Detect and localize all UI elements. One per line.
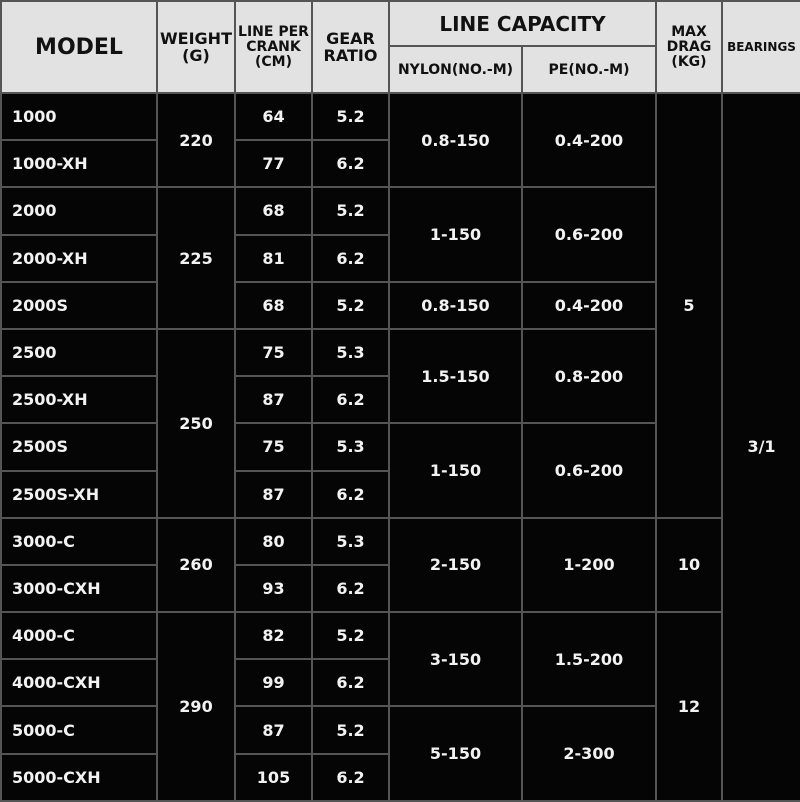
max-drag-cell: 12 <box>656 612 722 801</box>
weight-cell: 250 <box>157 329 235 518</box>
model-cell: 3000-C <box>1 518 157 565</box>
model-cell: 4000-C <box>1 612 157 659</box>
pe-capacity-cell: 0.6-200 <box>522 423 656 517</box>
header-weight <box>157 1 235 93</box>
line-per-crank-cell: 75 <box>235 423 312 470</box>
weight-cell: 220 <box>157 93 235 187</box>
weight-cell: 225 <box>157 187 235 329</box>
header-weight-line-1: WEIGHT <box>160 29 232 48</box>
line-per-crank-cell: 87 <box>235 376 312 423</box>
model-cell: 2500S <box>1 423 157 470</box>
model-cell: 3000-CXH <box>1 565 157 612</box>
header-pe: PE(NO.-M) <box>522 46 656 93</box>
gear-ratio-cell: 5.2 <box>312 93 389 140</box>
header-max-drag-line-1: MAX <box>671 23 707 40</box>
header-line-per-crank-line-2: CRANK <box>246 38 301 55</box>
pe-capacity-cell: 0.4-200 <box>522 282 656 329</box>
gear-ratio-cell: 6.2 <box>312 659 389 706</box>
gear-ratio-cell: 6.2 <box>312 376 389 423</box>
model-cell: 1000-XH <box>1 140 157 187</box>
model-cell: 2000S <box>1 282 157 329</box>
pe-capacity-cell: 0.8-200 <box>522 329 656 423</box>
header-bearings: BEARINGS <box>722 1 800 93</box>
line-per-crank-cell: 77 <box>235 140 312 187</box>
gear-ratio-cell: 5.3 <box>312 518 389 565</box>
line-per-crank-cell: 81 <box>235 235 312 282</box>
line-per-crank-cell: 105 <box>235 754 312 801</box>
gear-ratio-cell: 6.2 <box>312 565 389 612</box>
gear-ratio-cell: 5.2 <box>312 612 389 659</box>
pe-capacity-cell: 1.5-200 <box>522 612 656 706</box>
gear-ratio-cell: 6.2 <box>312 754 389 801</box>
line-per-crank-cell: 99 <box>235 659 312 706</box>
gear-ratio-cell: 5.2 <box>312 187 389 234</box>
header-line-capacity: LINE CAPACITY <box>389 1 656 46</box>
weight-cell: 260 <box>157 518 235 612</box>
line-per-crank-cell: 75 <box>235 329 312 376</box>
gear-ratio-cell: 6.2 <box>312 235 389 282</box>
nylon-capacity-cell: 1-150 <box>389 187 522 281</box>
pe-capacity-cell: 0.6-200 <box>522 187 656 281</box>
header-line-per-crank <box>235 1 312 93</box>
bearings-cell: 3/1 <box>722 93 800 801</box>
header-max-drag <box>656 1 722 93</box>
line-per-crank-cell: 68 <box>235 282 312 329</box>
line-per-crank-cell: 93 <box>235 565 312 612</box>
line-per-crank-cell: 64 <box>235 93 312 140</box>
model-cell: 5000-C <box>1 706 157 753</box>
table-row <box>1 93 800 140</box>
line-per-crank-cell: 87 <box>235 471 312 518</box>
header-line-per-crank-line-3: (CM) <box>254 53 292 70</box>
max-drag-cell: 5 <box>656 93 722 518</box>
model-cell: 2000 <box>1 187 157 234</box>
header-gear-ratio <box>312 1 389 93</box>
pe-capacity-cell: 0.4-200 <box>522 93 656 187</box>
model-cell: 2500-XH <box>1 376 157 423</box>
model-cell: 1000 <box>1 93 157 140</box>
header-line-per-crank-line-1: LINE PER <box>238 23 309 40</box>
line-per-crank-cell: 80 <box>235 518 312 565</box>
gear-ratio-cell: 5.2 <box>312 282 389 329</box>
max-drag-cell: 10 <box>656 518 722 612</box>
nylon-capacity-cell: 1.5-150 <box>389 329 522 423</box>
line-per-crank-cell: 87 <box>235 706 312 753</box>
nylon-capacity-cell: 5-150 <box>389 706 522 800</box>
model-cell: 2500 <box>1 329 157 376</box>
nylon-capacity-cell: 0.8-150 <box>389 282 522 329</box>
nylon-capacity-cell: 3-150 <box>389 612 522 706</box>
model-cell: 2000-XH <box>1 235 157 282</box>
line-per-crank-cell: 68 <box>235 187 312 234</box>
gear-ratio-cell: 5.3 <box>312 423 389 470</box>
model-cell: 5000-CXH <box>1 754 157 801</box>
header-nylon: NYLON(NO.-M) <box>389 46 522 93</box>
header-model: MODEL <box>1 1 157 93</box>
table-row <box>1 518 800 565</box>
gear-ratio-cell: 6.2 <box>312 471 389 518</box>
header-gear-ratio-line-2: RATIO <box>323 46 378 65</box>
nylon-capacity-cell: 2-150 <box>389 518 522 612</box>
table-row <box>1 612 800 659</box>
nylon-capacity-cell: 1-150 <box>389 423 522 517</box>
model-cell: 4000-CXH <box>1 659 157 706</box>
pe-capacity-cell: 1-200 <box>522 518 656 612</box>
nylon-capacity-cell: 0.8-150 <box>389 93 522 187</box>
header-weight-line-2: (G) <box>182 46 210 65</box>
header-max-drag-line-3: (KG) <box>671 53 707 70</box>
header-gear-ratio-line-1: GEAR <box>326 29 375 48</box>
line-per-crank-cell: 82 <box>235 612 312 659</box>
header-max-drag-line-2: DRAG <box>666 38 712 55</box>
spec-body <box>1 93 800 801</box>
weight-cell: 290 <box>157 612 235 801</box>
model-cell: 2500S-XH <box>1 471 157 518</box>
gear-ratio-cell: 5.3 <box>312 329 389 376</box>
gear-ratio-cell: 5.2 <box>312 706 389 753</box>
gear-ratio-cell: 6.2 <box>312 140 389 187</box>
pe-capacity-cell: 2-300 <box>522 706 656 800</box>
